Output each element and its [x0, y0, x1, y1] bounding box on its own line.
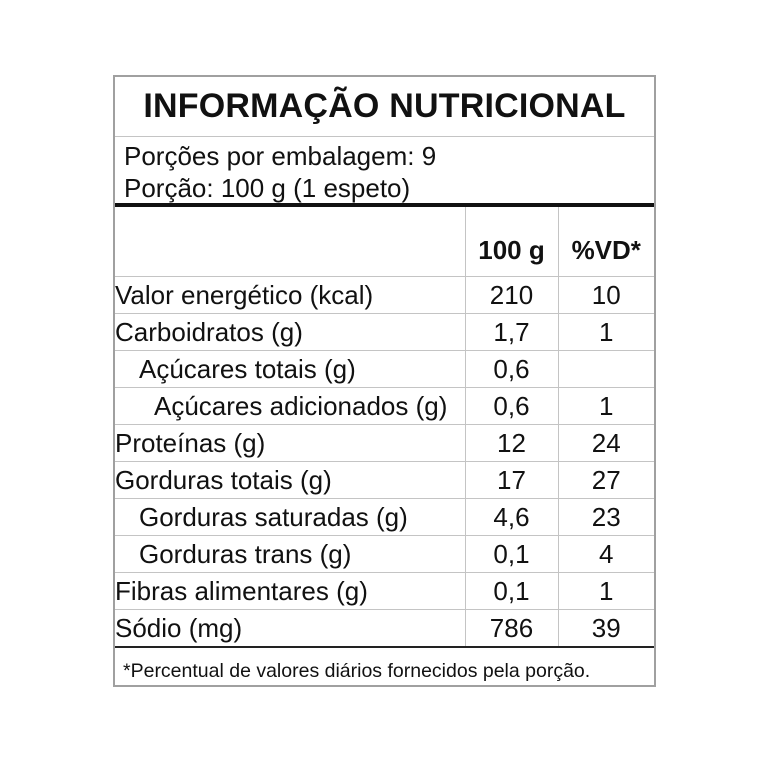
table-row	[115, 277, 654, 314]
table-row	[115, 425, 654, 462]
percent-daily-value: 27	[558, 462, 654, 499]
percent-daily-value: 10	[558, 277, 654, 314]
col-header-percent-dv: %VD*	[558, 207, 654, 277]
amount-per-100g: 12	[465, 425, 558, 462]
nutrient-name: Gorduras trans (g)	[115, 536, 465, 573]
label-title: INFORMAÇÃO NUTRICIONAL	[115, 77, 654, 137]
percent-daily-value: 4	[558, 536, 654, 573]
amount-per-100g: 4,6	[465, 499, 558, 536]
amount-per-100g: 0,6	[465, 351, 558, 388]
amount-per-100g: 0,1	[465, 536, 558, 573]
footnote: *Percentual de valores diários fornecidos pela porção.	[123, 659, 591, 682]
nutrient-name: Gorduras totais (g)	[115, 462, 465, 499]
nutrient-name: Gorduras saturadas (g)	[115, 499, 465, 536]
serving-info	[115, 137, 654, 207]
amount-per-100g: 17	[465, 462, 558, 499]
percent-daily-value: 1	[558, 314, 654, 351]
table-row	[115, 610, 654, 648]
nutrition-table	[115, 207, 654, 648]
table-row	[115, 499, 654, 536]
table-row	[115, 462, 654, 499]
servings-per-package: Porções por embalagem: 9	[124, 141, 437, 171]
amount-per-100g: 0,6	[465, 388, 558, 425]
nutrient-name: Proteínas (g)	[115, 425, 465, 462]
nutrient-name: Açúcares adicionados (g)	[115, 388, 465, 425]
percent-daily-value	[558, 351, 654, 388]
percent-daily-value: 23	[558, 499, 654, 536]
amount-per-100g: 210	[465, 277, 558, 314]
table-row	[115, 351, 654, 388]
percent-daily-value: 1	[558, 573, 654, 610]
nutrient-name: Fibras alimentares (g)	[115, 573, 465, 610]
nutrient-name: Carboidratos (g)	[115, 314, 465, 351]
col-header-amount-100g: 100 g	[465, 207, 558, 277]
nutrient-name: Açúcares totais (g)	[115, 351, 465, 388]
percent-daily-value: 1	[558, 388, 654, 425]
percent-daily-value: 24	[558, 425, 654, 462]
nutrition-label-box	[113, 75, 656, 687]
portion-size: Porção: 100 g (1 espeto)	[124, 173, 411, 203]
table-row	[115, 314, 654, 351]
percent-daily-value: 39	[558, 610, 654, 648]
table-row	[115, 388, 654, 425]
amount-per-100g: 786	[465, 610, 558, 648]
amount-per-100g: 0,1	[465, 573, 558, 610]
amount-per-100g: 1,7	[465, 314, 558, 351]
table-row	[115, 536, 654, 573]
nutrient-name: Valor energético (kcal)	[115, 277, 465, 314]
table-row	[115, 573, 654, 610]
table-header-row	[115, 207, 654, 277]
col-header-nutrient	[115, 207, 465, 277]
nutrient-name: Sódio (mg)	[115, 610, 465, 648]
